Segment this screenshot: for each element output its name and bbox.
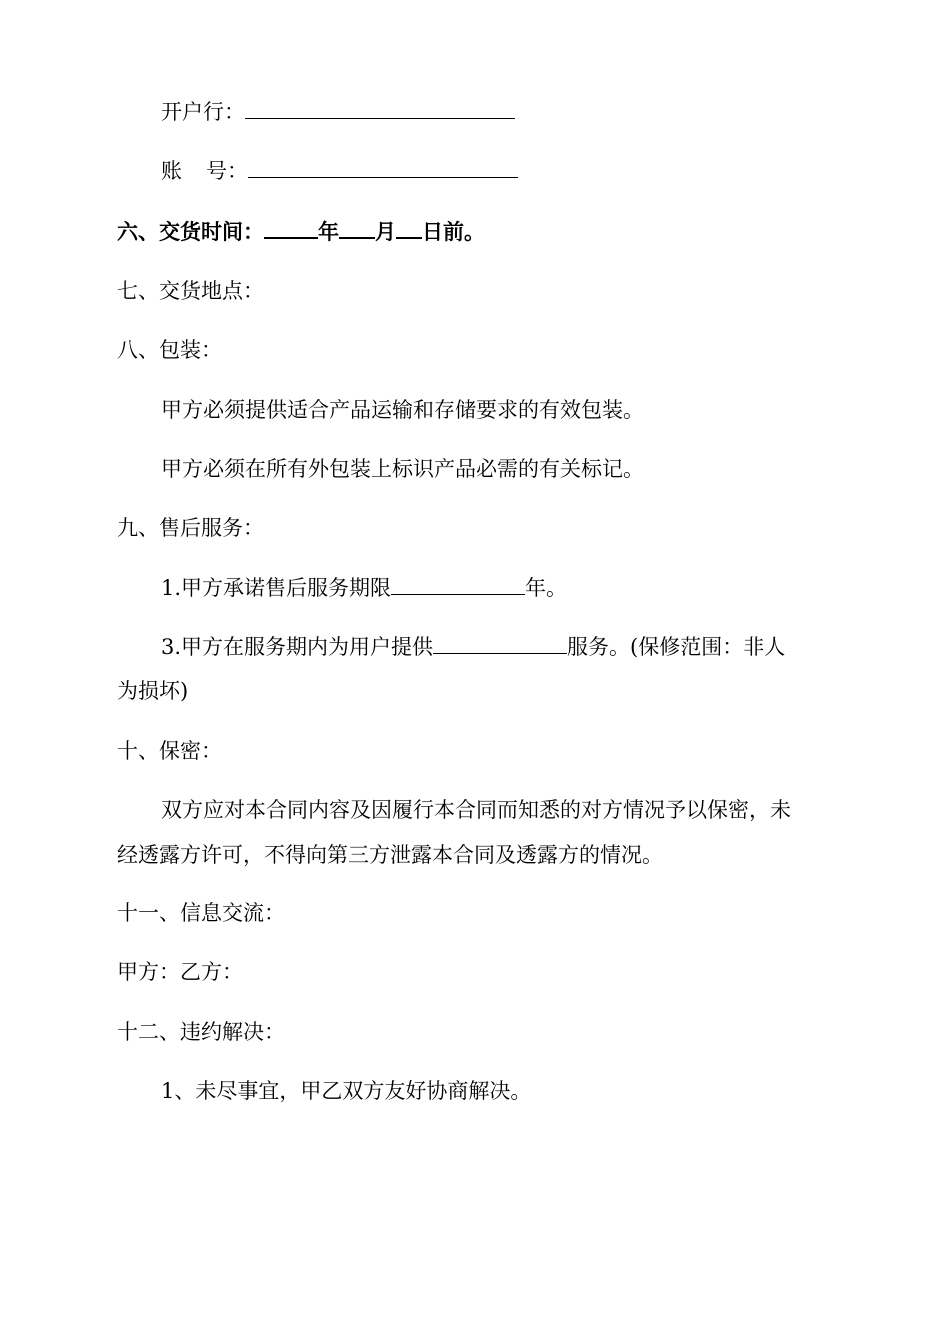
section-12-heading: 十二、违约解决： bbox=[117, 1020, 285, 1044]
section-11-heading: 十一、信息交流： bbox=[117, 901, 285, 925]
s9-item-3-continued: 为损坏) bbox=[117, 679, 189, 703]
s9-item-3-suffix: 服务。(保修范围：非人 bbox=[567, 635, 786, 659]
s11-parties: 甲方：乙方： bbox=[117, 960, 243, 984]
s9-item-3-text: 3.甲方在服务期内为用户提供 bbox=[161, 635, 434, 659]
s6-day: 日前。 bbox=[422, 219, 485, 244]
bank-label: 开户行： bbox=[161, 100, 245, 124]
bank-line bbox=[161, 98, 515, 126]
month-blank bbox=[339, 217, 375, 239]
s6-label: 六、交货时间： bbox=[117, 219, 264, 244]
s9-item-1 bbox=[161, 574, 567, 602]
account-line bbox=[161, 157, 518, 185]
account-blank bbox=[248, 157, 518, 178]
s6-month: 月 bbox=[375, 219, 396, 244]
s8-paragraph-1: 甲方必须提供适合产品运输和存储要求的有效包装。 bbox=[161, 398, 644, 422]
service-years-blank bbox=[391, 574, 525, 595]
s9-item-3 bbox=[161, 633, 785, 661]
section-9-heading: 九、售后服务： bbox=[117, 516, 264, 540]
s12-item-1: 1、未尽事宜，甲乙双方友好协商解决。 bbox=[161, 1079, 532, 1103]
s6-year: 年 bbox=[318, 219, 339, 244]
account-label-b: 号： bbox=[206, 159, 248, 183]
s9-item-1-text: 1.甲方承诺售后服务期限 bbox=[161, 576, 392, 600]
day-blank bbox=[396, 217, 422, 239]
section-7-heading: 七、交货地点： bbox=[117, 279, 264, 303]
section-8-heading: 八、包装： bbox=[117, 338, 222, 362]
account-label-a: 账 bbox=[161, 159, 182, 183]
s8-paragraph-2: 甲方必须在所有外包装上标识产品必需的有关标记。 bbox=[161, 457, 644, 481]
s9-item-1-suffix: 年。 bbox=[525, 576, 568, 600]
year-blank bbox=[264, 217, 318, 239]
service-type-blank bbox=[433, 633, 567, 654]
section-10-heading: 十、保密： bbox=[117, 739, 222, 763]
bank-blank bbox=[245, 98, 515, 119]
s10-paragraph-line-1: 双方应对本合同内容及因履行本合同而知悉的对方情况予以保密，未 bbox=[161, 798, 791, 822]
s10-paragraph-line-2: 经透露方许可，不得向第三方泄露本合同及透露方的情况。 bbox=[117, 843, 663, 867]
section-6 bbox=[117, 217, 485, 245]
